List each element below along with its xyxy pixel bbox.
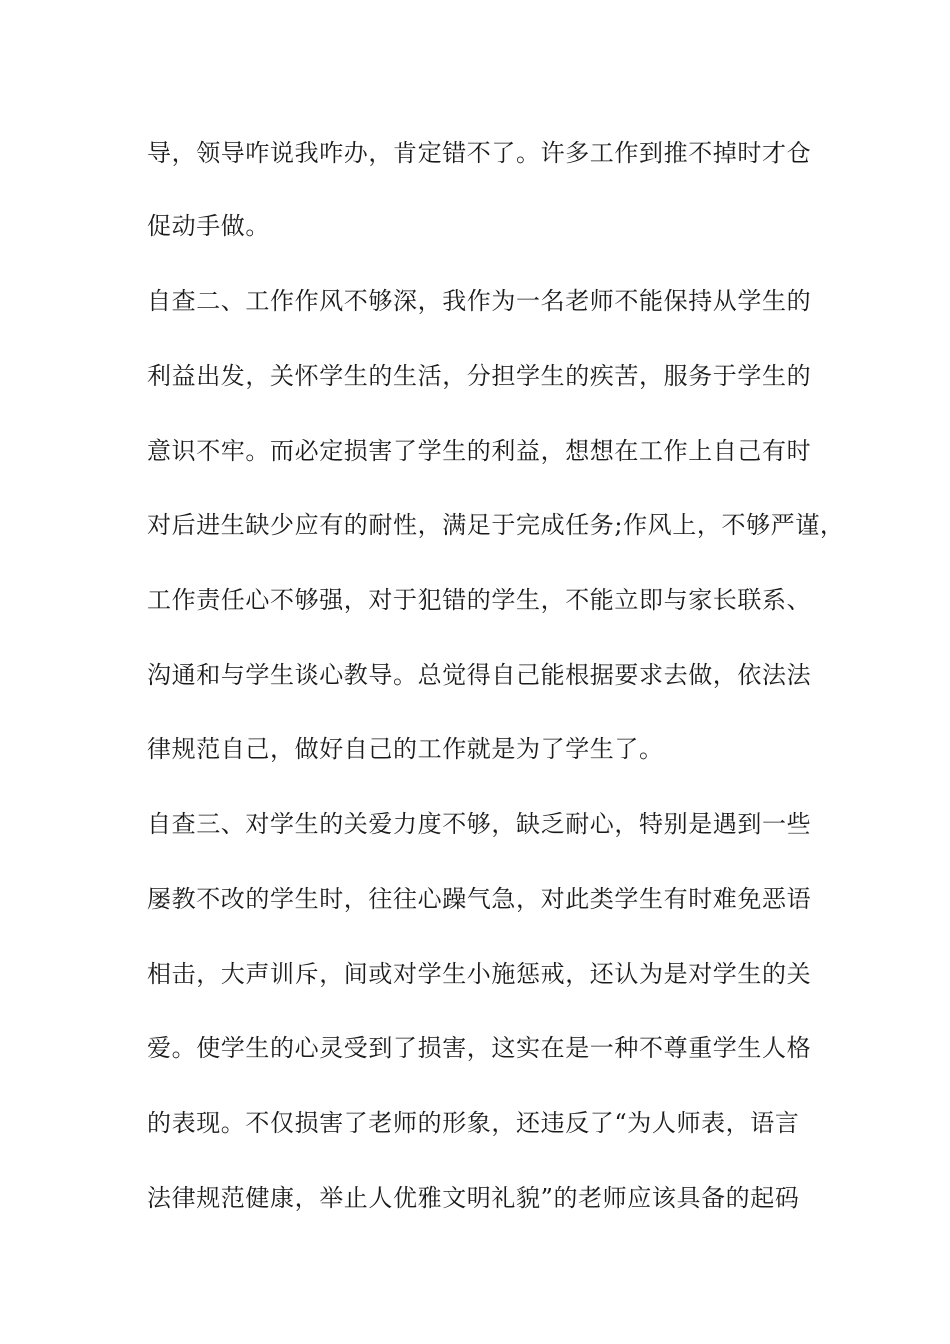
text-line: 自查三、对学生的关爱力度不够，缺乏耐心，特别是遇到一些	[147, 810, 812, 838]
text-line: 对后进生缺少应有的耐性，满足于完成任务;作风上，不够严谨，	[147, 511, 845, 539]
text-line: 的表现。不仅损害了老师的形象，还违反了“为人师表，语言	[147, 1109, 800, 1137]
text-line: 律规范自己，做好自己的工作就是为了学生了。	[147, 735, 664, 763]
text-line: 屡教不改的学生时，往往心躁气急，对此类学生有时难免恶语	[147, 885, 812, 913]
text-line: 导，领导咋说我咋办，肯定错不了。许多工作到推不掉时才仓	[147, 139, 812, 167]
text-line: 爱。使学生的心灵受到了损害，这实在是一种不尊重学生人格	[147, 1034, 812, 1062]
text-line: 意识不牢。而必定损害了学生的利益，想想在工作上自己有时	[147, 437, 812, 465]
text-line: 相击，大声训斥，间或对学生小施惩戒，还认为是对学生的关	[147, 960, 812, 988]
text-line: 自查二、工作作风不够深，我作为一名老师不能保持从学生的	[147, 287, 812, 315]
text-line: 利益出发，关怀学生的生活，分担学生的疾苦，服务于学生的	[147, 362, 812, 390]
text-line: 法律规范健康，举止人优雅文明礼貌”的老师应该具备的起码	[147, 1184, 800, 1212]
text-line: 促动手做。	[147, 212, 270, 240]
text-line: 沟通和与学生谈心教导。总觉得自己能根据要求去做，依法法	[147, 661, 812, 689]
text-line: 工作责任心不够强，对于犯错的学生，不能立即与家长联系、	[147, 586, 812, 614]
